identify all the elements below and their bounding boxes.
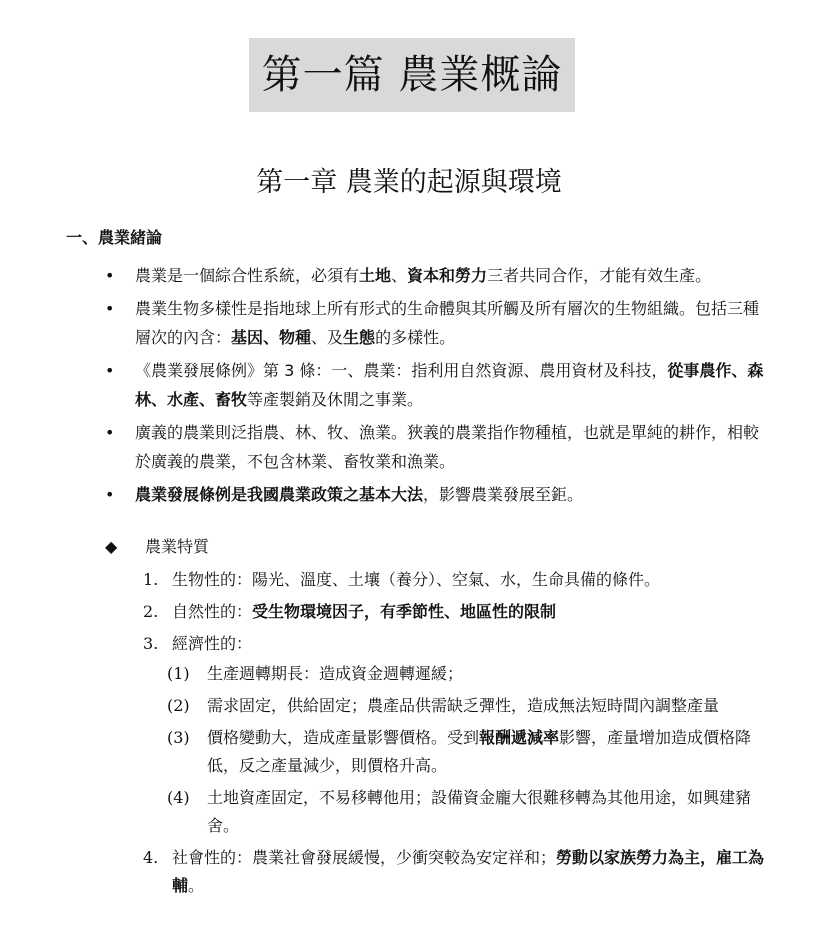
bullet-text: 的多樣性。 xyxy=(375,328,456,347)
trait-heading xyxy=(105,534,209,560)
economic-item xyxy=(167,784,765,840)
bullet-text: 《農業發展條例》第 3 條：一、農業：指利用自然資源、農用資材及科技， xyxy=(135,361,668,380)
trait-item xyxy=(135,630,765,840)
trait-text: 經濟性的： xyxy=(172,634,253,653)
trait-number: 3. xyxy=(143,634,159,653)
bullet-bold-text: 生態 xyxy=(343,328,376,347)
section-title: 一、農業緒論 xyxy=(66,228,163,247)
trait-bold-text: 受生物環境因子，有季節性、地區性的限制 xyxy=(252,602,557,621)
trait-number: 4. xyxy=(143,848,159,867)
bullet-bold-text: 從事農作、森林、水產、畜牧 xyxy=(135,361,764,409)
economic-number: (4) xyxy=(167,788,190,807)
economic-text: 影響，產量增加造成價格降低，反之產量減少，則價格升高。 xyxy=(207,728,752,775)
bullet-bold-text: 基因、物種 xyxy=(231,328,312,347)
economic-bold-text: 報酬遞減率 xyxy=(479,728,560,747)
trait-text: 生物性的：陽光、溫度、土壤（養分）、空氣、水，生命具備的條件。 xyxy=(172,570,661,589)
bullet-icon: • xyxy=(105,299,115,318)
bullet-icon: • xyxy=(105,423,115,442)
trait-heading-text: 農業特質 xyxy=(145,537,210,556)
economic-number: (1) xyxy=(167,664,190,683)
bullet-text: 、 xyxy=(391,266,408,285)
bullet-item xyxy=(100,480,768,509)
economic-number: (3) xyxy=(167,728,190,747)
bullet-item xyxy=(100,294,768,352)
bullet-item xyxy=(100,261,768,290)
bullet-bold-text: 農業發展條例是我國農業政策之基本大法 xyxy=(135,485,424,504)
trait-text: 自然性的： xyxy=(172,602,253,621)
trait-item xyxy=(135,844,765,900)
trait-text: 社會性的：農業社會發展緩慢，少衝突較為安定祥和； xyxy=(172,848,557,867)
bullet-list xyxy=(100,261,768,513)
bullet-text: 三者共同合作，才能有效生產。 xyxy=(487,266,712,285)
trait-item xyxy=(135,598,765,626)
bullet-text: 農業生物多樣性是指地球上所有形式的生命體與其所觸及所有層次的生物組織。包括三種層次的內含： xyxy=(135,299,760,347)
trait-list xyxy=(135,566,765,904)
economic-text: 土地資產固定，不易移轉他用；設備資金龐大很難移轉為其他用途，如興建豬舍。 xyxy=(207,788,752,835)
part-title: 第一篇 農業概論 xyxy=(249,38,575,112)
trait-bold-text: 勞動以家族勞力為主，雇工為輔 xyxy=(172,848,765,895)
economic-item xyxy=(167,724,765,780)
economic-text: 生產週轉期長：造成資金週轉遲緩； xyxy=(207,664,464,683)
economic-text: 價格變動大，造成產量影響價格。受到 xyxy=(207,728,480,747)
bullet-item xyxy=(100,418,768,476)
bullet-text: 農業是一個綜合性系統，必須有 xyxy=(135,266,360,285)
trait-text: 。 xyxy=(188,876,205,895)
diamond-bullet-icon: ◆ xyxy=(105,537,118,556)
economic-sublist xyxy=(167,660,765,840)
bullet-item xyxy=(100,356,768,414)
economic-text: 需求固定，供給固定；農產品供需缺乏彈性，造成無法短時間內調整產量 xyxy=(207,696,720,715)
bullet-icon: • xyxy=(105,361,115,380)
bullet-text: 等產製銷及休閒之事業。 xyxy=(247,390,424,409)
bullet-bold-text: 資本和勞力 xyxy=(407,266,488,285)
trait-number: 1. xyxy=(143,570,159,589)
bullet-text: 、及 xyxy=(311,328,344,347)
trait-item xyxy=(135,566,765,594)
bullet-bold-text: 土地 xyxy=(359,266,392,285)
bullet-icon: • xyxy=(105,485,115,504)
chapter-title: 第一章 農業的起源與環境 xyxy=(256,167,562,198)
economic-item xyxy=(167,660,765,688)
bullet-text: ，影響農業發展至鉅。 xyxy=(423,485,584,504)
economic-number: (2) xyxy=(167,696,190,715)
economic-item xyxy=(167,692,765,720)
trait-number: 2. xyxy=(143,602,159,621)
bullet-icon: • xyxy=(105,266,115,285)
bullet-text: 廣義的農業則泛指農、林、牧、漁業。狹義的農業指作物種植，也就是單純的耕作，相較於廣義的農業，不包含林業、畜牧業和漁業。 xyxy=(135,423,760,471)
